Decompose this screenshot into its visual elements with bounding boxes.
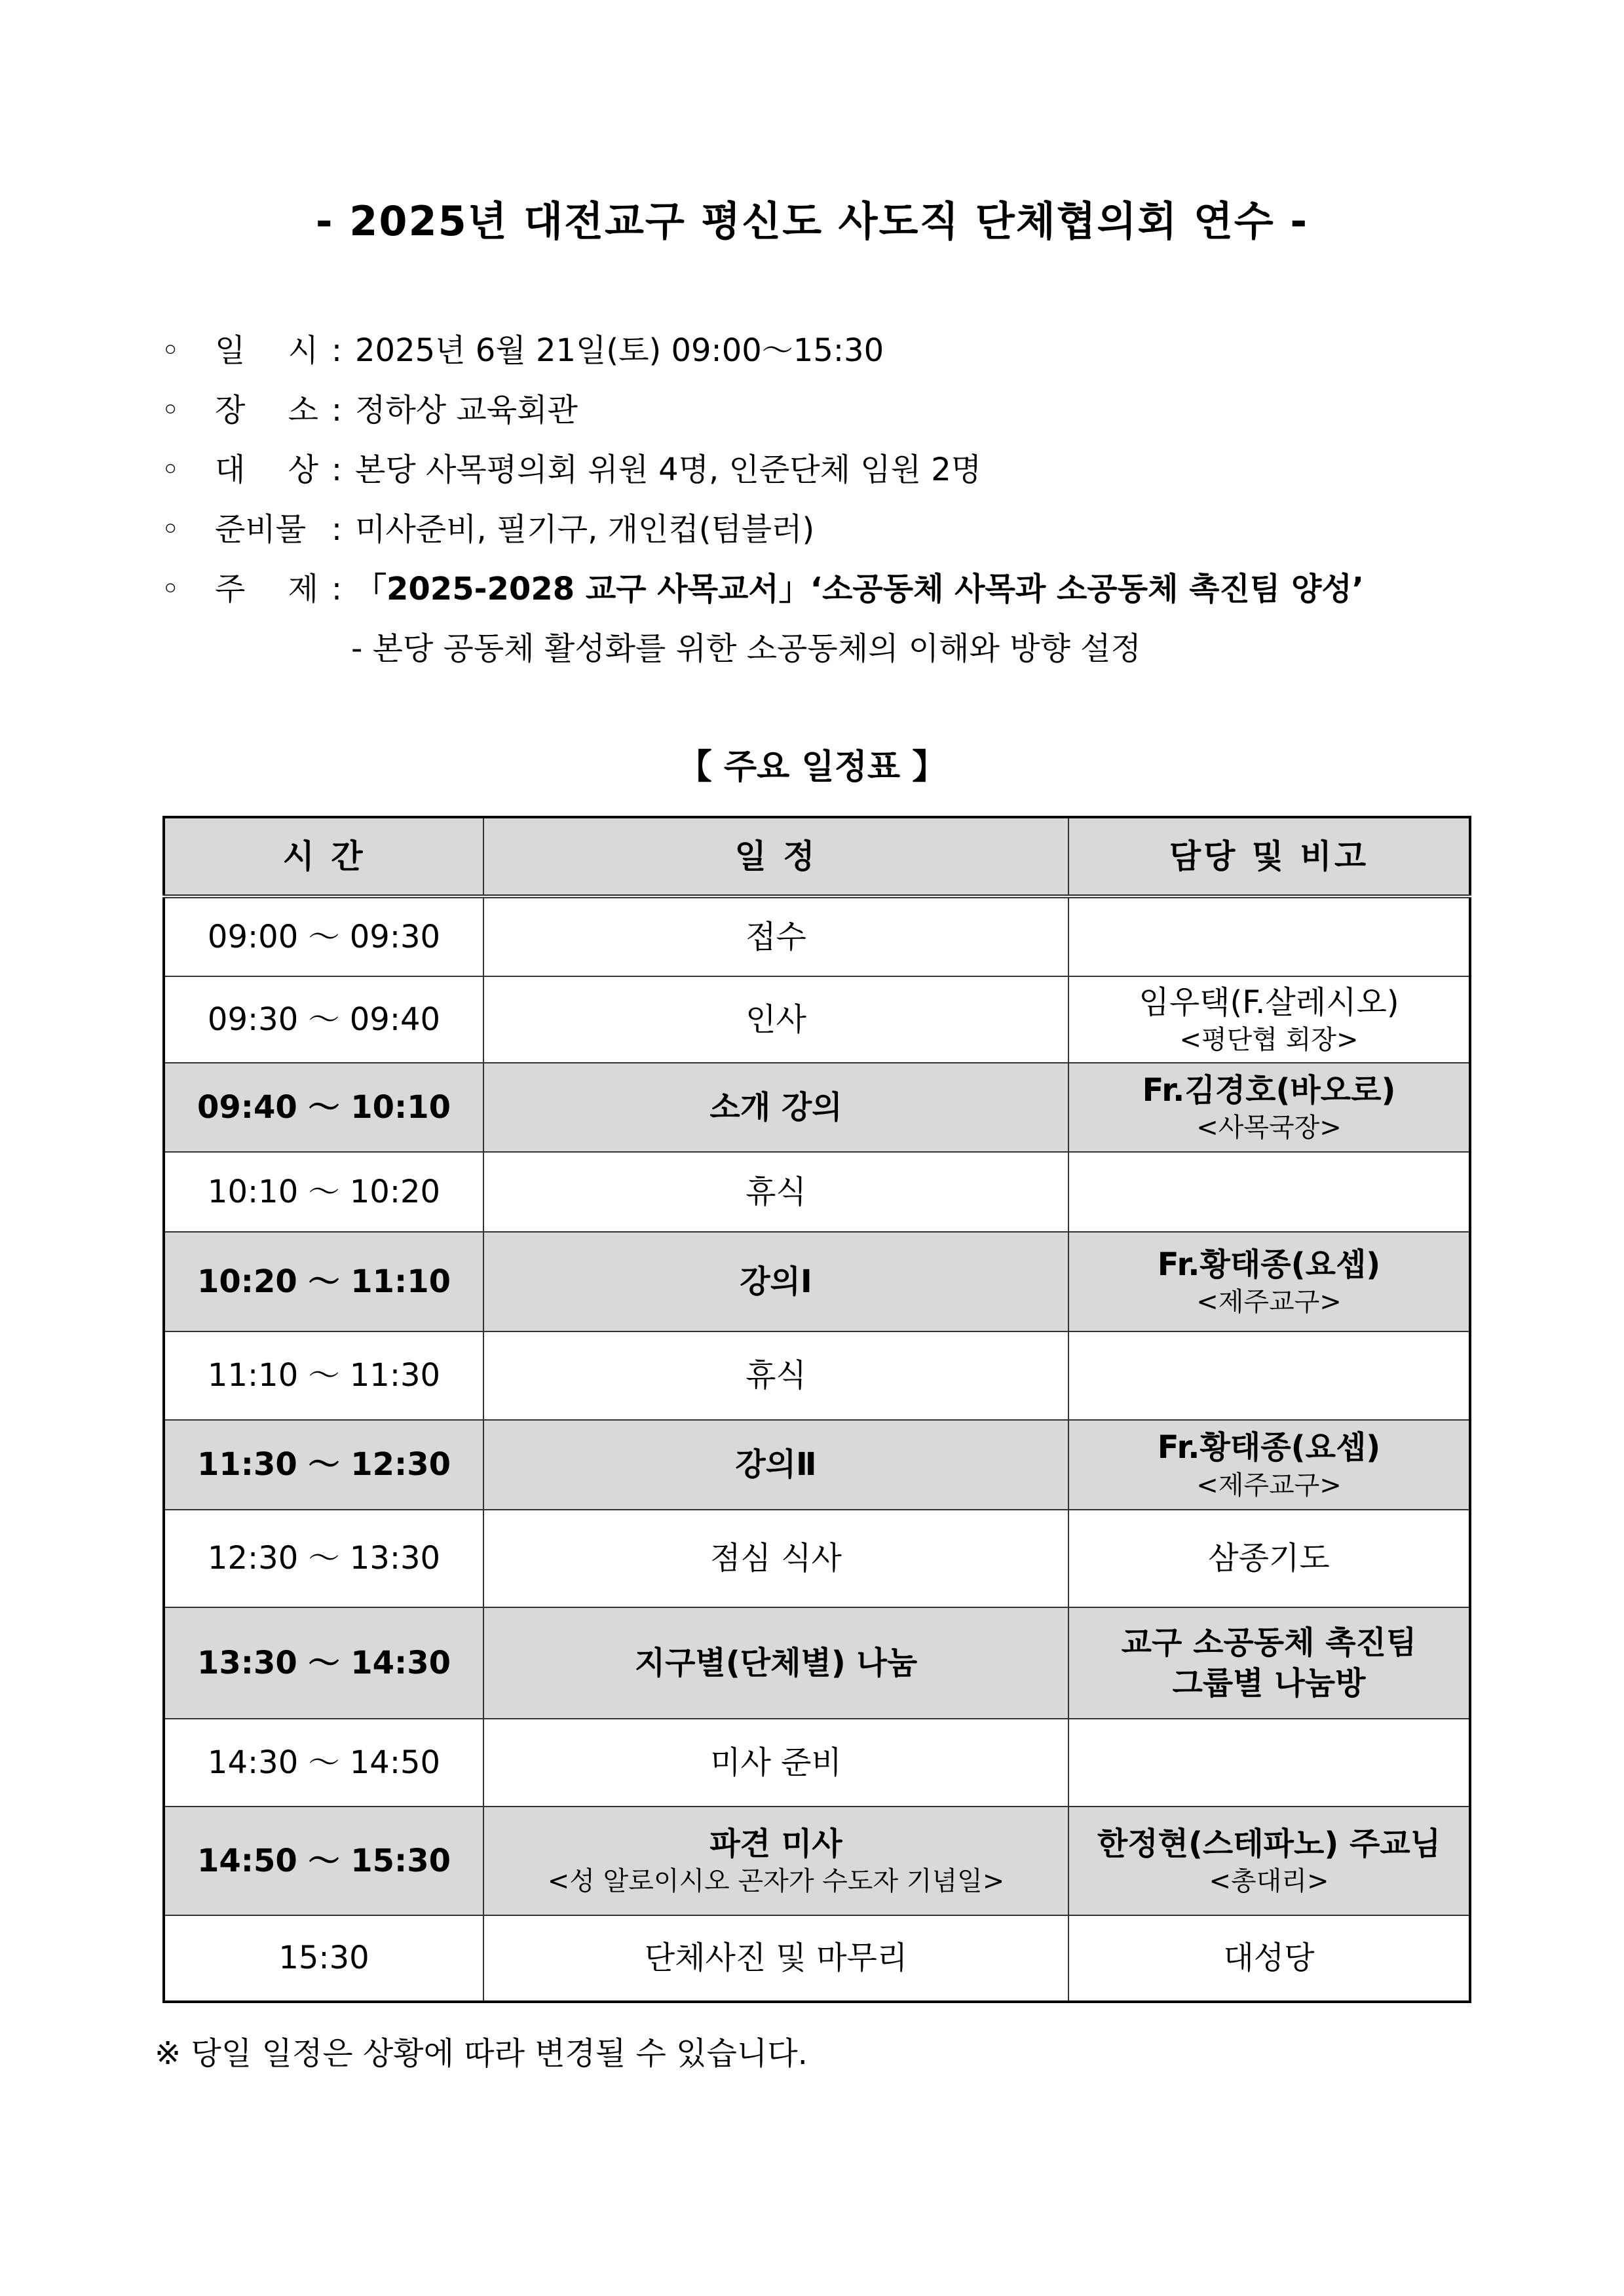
bullet-icon: ◦	[161, 511, 180, 548]
table-row	[164, 1607, 1470, 1719]
table-row	[164, 976, 1470, 1063]
notice: ※ 당일 일정은 상황에 따라 변경될 수 있습니다.	[155, 2035, 808, 2072]
event-main: 파견 미사	[709, 1825, 842, 1862]
event-cell: 접수	[483, 896, 1068, 976]
table-row	[164, 1807, 1470, 1915]
note-main: 임우택(F.살레시오)	[1139, 984, 1399, 1021]
info-label-theme: 주 제	[215, 571, 318, 607]
time-cell: 10:10 ～ 10:20	[164, 1152, 483, 1232]
note-sub: <사목국장>	[1196, 1113, 1342, 1143]
event-cell: 지구별(단체별) 나눔	[483, 1607, 1068, 1719]
info-row-theme	[161, 560, 1364, 619]
bullet-icon: ◦	[161, 571, 180, 607]
event-cell: 인사	[483, 976, 1068, 1063]
time-cell: 15:30	[164, 1915, 483, 2002]
note-cell	[1068, 1607, 1470, 1719]
bullet-icon: ◦	[161, 392, 180, 429]
info-row-supplies	[161, 500, 1364, 560]
colon: :	[331, 451, 343, 488]
note-main: Fr.황태종(요셉)	[1157, 1246, 1381, 1283]
event-cell: 강의Ⅱ	[483, 1420, 1068, 1510]
header-event: 일 정	[483, 817, 1068, 896]
note-cell	[1068, 1719, 1470, 1807]
event-cell: 휴식	[483, 1331, 1068, 1420]
table-row	[164, 1420, 1470, 1510]
event-cell: 휴식	[483, 1152, 1068, 1232]
time-cell: 11:30 ～ 12:30	[164, 1420, 483, 1510]
info-value-target: 본당 사목평의회 위원 4명, 인준단체 임원 2명	[355, 451, 982, 488]
note-main: Fr.김경호(바오로)	[1142, 1071, 1396, 1109]
table-row	[164, 896, 1470, 976]
table-row	[164, 1719, 1470, 1807]
note-cell: 대성당	[1068, 1915, 1470, 2002]
time-cell: 12:30 ～ 13:30	[164, 1510, 483, 1607]
table-row	[164, 1331, 1470, 1420]
colon: :	[331, 332, 343, 369]
schedule-heading: 【 주요 일정표 】	[677, 748, 947, 787]
note-main: 한정현(스테파노) 주교님	[1097, 1825, 1441, 1862]
colon: :	[331, 511, 343, 548]
note-main: 교구 소공동체 촉진팀	[1121, 1624, 1417, 1661]
colon: :	[331, 392, 343, 429]
info-label-supplies: 준비물	[215, 511, 307, 548]
bullet-icon: ◦	[161, 332, 180, 369]
time-cell: 09:30 ～ 09:40	[164, 976, 483, 1063]
event-sub: <성 알로이시오 곤자가 수도자 기념일>	[547, 1866, 1005, 1897]
time-cell: 10:20 ～ 11:10	[164, 1232, 483, 1331]
info-row-place	[161, 381, 1364, 440]
note-cell	[1068, 1420, 1470, 1510]
info-label-date: 일 시	[215, 332, 318, 369]
table-row	[164, 1152, 1470, 1232]
table-header-row	[164, 817, 1470, 896]
note-sub: <평단협 회장>	[1179, 1025, 1359, 1056]
note-cell	[1068, 1232, 1470, 1331]
event-info	[161, 321, 1364, 679]
table-row	[164, 1232, 1470, 1331]
time-cell: 09:40 ～ 10:10	[164, 1063, 483, 1152]
time-cell: 11:10 ～ 11:30	[164, 1331, 483, 1420]
event-cell: 점심 식사	[483, 1510, 1068, 1607]
note-sub: 그룹별 나눔방	[1172, 1665, 1366, 1702]
time-cell: 14:30 ～ 14:50	[164, 1719, 483, 1807]
table-row	[164, 1063, 1470, 1152]
time-cell: 13:30 ～ 14:30	[164, 1607, 483, 1719]
note-cell	[1068, 1063, 1470, 1152]
page-title: - 2025년 대전교구 평신도 사도직 단체협의회 연수 -	[315, 197, 1309, 245]
note-cell	[1068, 1807, 1470, 1915]
info-label-place: 장 소	[215, 392, 318, 429]
time-cell: 09:00 ～ 09:30	[164, 896, 483, 976]
schedule-table	[162, 816, 1471, 2003]
info-row-target	[161, 440, 1364, 500]
note-sub: <제주교구>	[1196, 1287, 1342, 1318]
note-cell	[1068, 976, 1470, 1063]
colon: :	[331, 571, 343, 607]
event-cell: 미사 준비	[483, 1719, 1068, 1807]
note-cell	[1068, 1152, 1470, 1232]
note-cell	[1068, 896, 1470, 976]
info-value-theme: 「2025-2028 교구 사목교서」‘소공동체 사목과 소공동체 촉진팀 양성’	[355, 571, 1364, 607]
bullet-icon: ◦	[161, 451, 180, 488]
note-sub: <제주교구>	[1196, 1470, 1342, 1501]
table-row	[164, 1510, 1470, 1607]
info-value-supplies: 미사준비, 필기구, 개인컵(텀블러)	[355, 511, 815, 548]
event-cell	[483, 1807, 1068, 1915]
info-value-place: 정하상 교육회관	[355, 392, 578, 429]
table-row	[164, 1915, 1470, 2002]
info-label-target: 대 상	[215, 451, 318, 488]
header-note: 담당 및 비고	[1068, 817, 1470, 896]
info-value-date: 2025년 6월 21일(토) 09:00～15:30	[355, 332, 884, 369]
note-main: Fr.황태종(요셉)	[1157, 1429, 1381, 1466]
time-cell: 14:50 ～ 15:30	[164, 1807, 483, 1915]
info-row-date	[161, 321, 1364, 381]
note-cell: 삼종기도	[1068, 1510, 1470, 1607]
event-cell: 단체사진 및 마무리	[483, 1915, 1068, 2002]
note-sub: <총대리>	[1209, 1866, 1329, 1897]
event-cell: 강의Ⅰ	[483, 1232, 1068, 1331]
note-cell	[1068, 1331, 1470, 1420]
theme-subline: - 본당 공동체 활성화를 위한 소공동체의 이해와 방향 설정	[351, 630, 1141, 667]
event-cell: 소개 강의	[483, 1063, 1068, 1152]
header-time: 시 간	[164, 817, 483, 896]
